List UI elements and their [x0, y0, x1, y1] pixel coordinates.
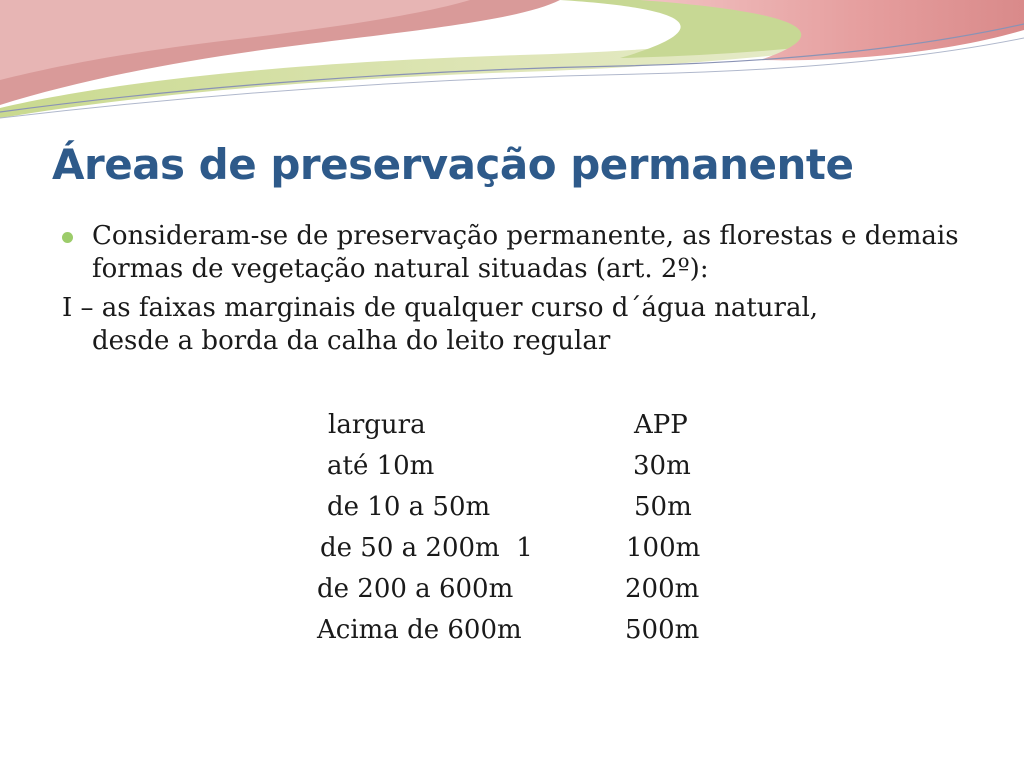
table-cell-width: Acima de 600m	[317, 615, 522, 645]
table-header-app: APP	[634, 410, 688, 440]
circle-bullet-icon	[62, 232, 73, 243]
item-line-2: desde a borda da calha do leito regular	[92, 326, 611, 356]
table-cell-width: de 10 a 50m	[327, 492, 491, 522]
table-cell-app: 100m	[626, 533, 701, 563]
table-cell-app: 500m	[625, 615, 700, 645]
bullet-item	[62, 220, 962, 286]
table-cell-width: de 50 a 200m 1	[320, 533, 533, 563]
table-cell-app: 30m	[633, 451, 691, 481]
bullet-text: Consideram-se de preservação permanente, as florestas e demais formas de vegetação natural situadas (art. 2º):	[92, 221, 959, 284]
decorative-wave-header	[0, 0, 1024, 130]
table-cell-app: 200m	[625, 574, 700, 604]
table-cell-width: de 200 a 600m	[317, 574, 514, 604]
table-cell-width: até 10m	[327, 451, 435, 481]
item-line-1: I – as faixas marginais de qualquer curso d´água natural,	[62, 293, 819, 323]
table-header-largura: largura	[328, 410, 426, 440]
item-paragraph	[62, 292, 962, 358]
table-cell-app: 50m	[634, 492, 692, 522]
slide-title: Áreas de preservação permanente	[52, 140, 854, 189]
